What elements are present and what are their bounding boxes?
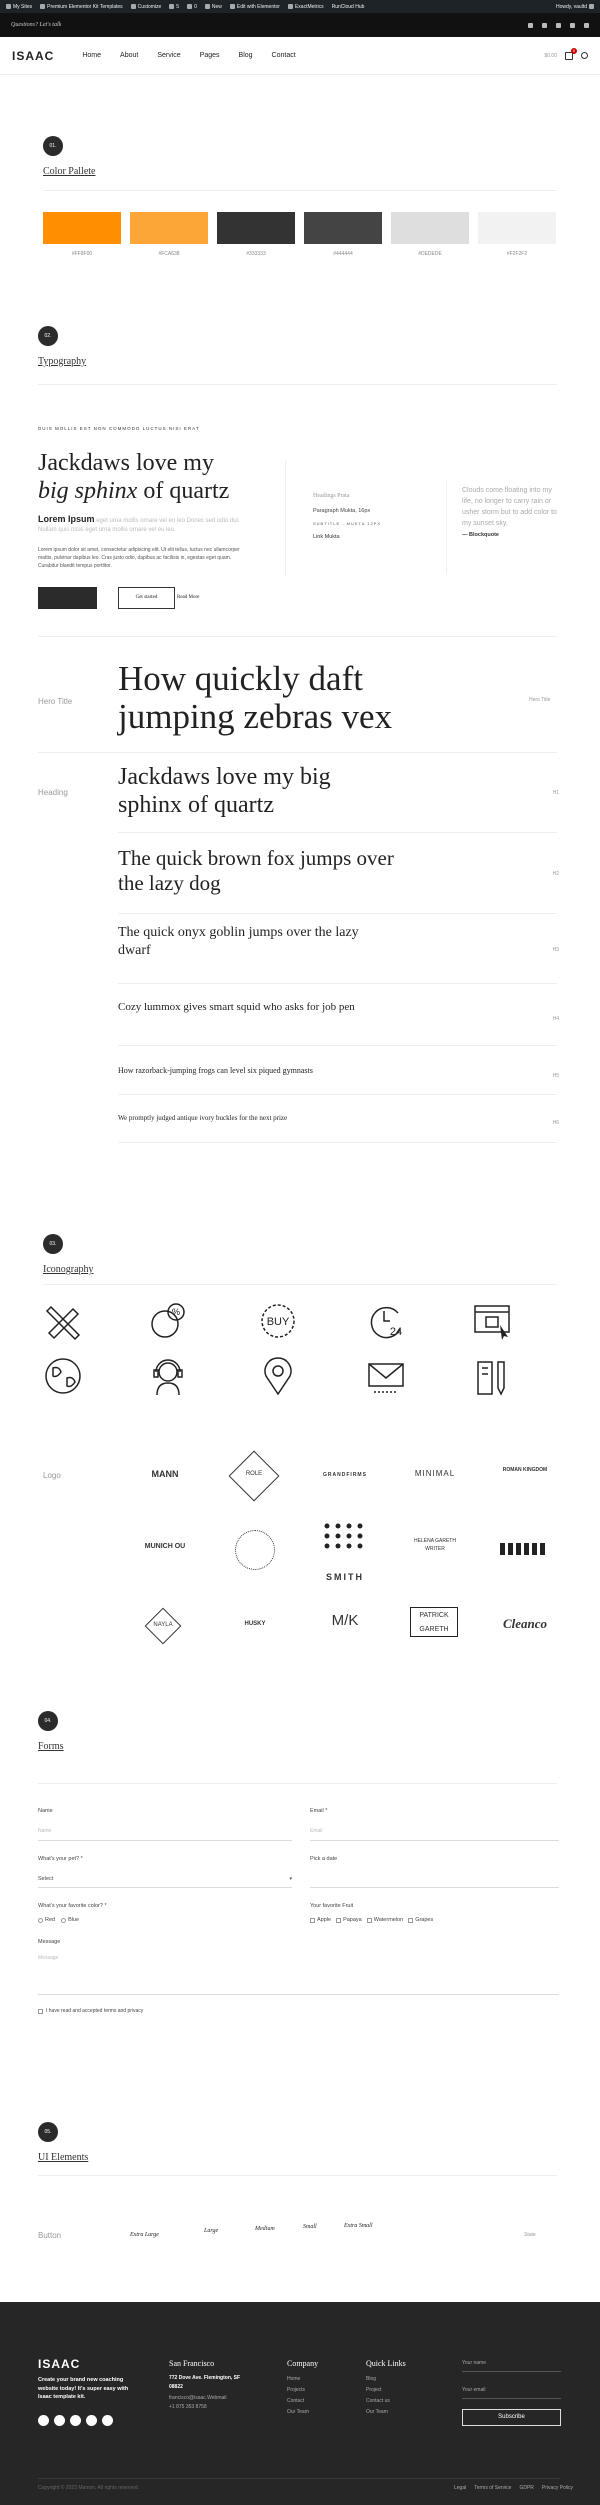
twitter-icon[interactable] [542,23,547,28]
site-logo[interactable]: ISAAC [12,48,55,63]
map-pin-icon [258,1356,298,1396]
section-title-typography: Typography [38,356,87,367]
read-more-link[interactable]: Read More [177,595,200,600]
pet-label: What's your pet? * [38,1856,83,1862]
email-input-underline [310,1840,559,1841]
hero-title: How quickly daft jumping zebras vex [118,659,393,736]
state-label: State [524,2232,536,2238]
color-swatch-label: #DEDEDE [418,251,442,257]
logo-label: Logo [43,1471,61,1480]
section-title-iconography: Iconography [43,1264,94,1275]
footer-email-input[interactable]: Your email [462,2387,486,2393]
footer-quick-links: Blog Project Contact us Our Team [366,2376,390,2415]
svg-text:%: % [171,1307,181,1317]
name-input[interactable]: Name [38,1828,52,1834]
heading-size-tag: H1 [552,790,559,796]
footer-company-links: Home Projects Contact Our Team [287,2376,309,2415]
outline-button[interactable]: Get started [118,587,175,609]
admin-item-mysites[interactable]: My Sites [6,4,32,10]
divider [38,2175,557,2176]
logo-nayla: NAYLA [153,1622,173,1628]
main-nav [82,52,295,59]
youtube-icon[interactable] [556,23,561,28]
logo-cleanco: Cleanco [502,1616,548,1631]
color-swatch [391,212,469,244]
heading-label: Heading [38,788,68,797]
date-input[interactable] [310,1887,559,1888]
mail-icon [366,1356,406,1396]
checkbox-icon [38,2009,43,2014]
footer-company-title: Company [287,2359,319,2368]
body-paragraph: Lorem ipsum dolor sit amet, consectetur adipiscing elit. Ut elit tellus, luctus nec ullamcorper mattis, pulvinar dapibus leo. Cras justo odio, dapibus ac facilisis in, egestas eget quam. Curabitur blandit tempus porttitor. [38,547,240,569]
chevron-down-icon: ▾ [289,1876,292,1882]
nav-blog[interactable]: Blog [238,52,253,59]
name-input-underline [38,1840,292,1841]
color-radio-group [38,1917,79,1923]
lead-paragraph: Lorem Ipsum eget urna mollis ornare vel eu leo Donec sed odio dui. Nullam quis risus eget urna mollis ornare vel eu leo. [38,514,240,533]
hero-title-label: Hero Title [38,697,73,706]
checkbox-watermelon[interactable]: Watermelon [367,1917,403,1923]
heading-size-tag: H5 [552,1073,559,1079]
avatar [589,4,594,9]
heading-size-tag: H6 [552,1120,559,1126]
brush-icon [131,4,136,9]
updates-icon [169,4,174,9]
section-number: 03. [43,1234,63,1254]
heading-size-tag: H2 [552,871,559,877]
subscribe-button[interactable]: Subscribe [462,2409,561,2426]
kit-icon [40,4,45,9]
linkedin-icon[interactable] [102,2415,113,2426]
logo-minimal: MINIMAL [414,1469,456,1478]
section-title-forms: Forms [38,1741,64,1752]
logo-checker [500,1543,546,1555]
browser-gift-icon [472,1301,512,1341]
wordpress-icon [6,4,11,9]
hero-title-tag: Hero Title [529,697,551,703]
social-links [528,23,589,28]
nav-about[interactable]: About [120,52,139,59]
checkbox-icon [367,1918,372,1923]
color-swatch [304,212,382,244]
divider [118,832,557,833]
globe-percent-icon [148,1301,188,1341]
divider [118,913,557,914]
color-swatch-label: #333333 [246,251,266,257]
footer-name-input[interactable]: Your name [462,2360,486,2366]
pet-select[interactable]: Select ▾ [38,1876,292,1882]
logo-smith-dots [323,1522,367,1552]
section-number: 02. [38,326,58,346]
facebook-icon[interactable] [528,23,533,28]
divider [118,983,557,984]
color-swatch [130,212,208,244]
instagram-icon[interactable] [570,23,575,28]
pet-select-underline [38,1887,292,1888]
admin-item-exactmetrics[interactable]: ExactMetrics [288,4,324,10]
color-swatch [478,212,556,244]
instagram-icon[interactable] [86,2415,97,2426]
kicker-text: DUIS MOLLIS EST NON COMMODO LUCTUS NISI ERAT [38,426,200,431]
top-strip [0,13,600,37]
logo-grandfirms: GRANDFIRMS [323,1472,367,1478]
terms-checkbox[interactable]: I have read and accepted terms and privacy [38,2008,143,2014]
button-large[interactable]: Large [204,2228,219,2234]
site-header [0,37,600,75]
color-label: What's your favorite color? * [38,1903,107,1909]
section-title-ui: UI Elements [38,2152,89,2163]
footer-name-underline [462,2371,561,2372]
footer-city: San Francisco [169,2359,215,2368]
facebook-icon[interactable] [38,2415,49,2426]
checkbox-icon [336,1918,341,1923]
logo-husky: HUSKY [244,1621,266,1627]
site-footer [0,2302,600,2505]
heading-h6: We promptly judged antique ivory buckles for the next prize [118,1114,288,1122]
divider [43,190,557,191]
divider [38,636,557,637]
radio-red[interactable]: Red [38,1917,55,1923]
fruit-label: Your favorite Fruit [310,1903,354,1909]
radio-circle-icon [38,1918,43,1923]
user-icon[interactable] [581,52,588,59]
divider [38,752,557,753]
checkbox-grapes[interactable]: Grapes [408,1917,433,1923]
linkedin-icon[interactable] [584,23,589,28]
message-label: Message [38,1939,61,1945]
plus-icon [205,4,210,9]
heading-h2: The quick brown fox jumps over the lazy dog [118,846,394,895]
logo-roman-kingdom: ROMAN KINGDOM [502,1467,548,1473]
chart-icon [288,4,293,9]
section-number: 01. [43,136,63,156]
color-swatch-label: #FF8F00 [71,251,93,257]
youtube-icon[interactable] [70,2415,81,2426]
cart-icon[interactable] [565,47,576,60]
admin-item-elementor[interactable]: Edit with Elementor [230,4,280,10]
email-label: Email * [310,1808,328,1814]
cart-total: $0.00 [544,52,557,59]
date-label: Pick a date [310,1856,338,1862]
admin-item-templates[interactable]: Premium Elementor Kit Templates [40,4,123,10]
color-swatch-label: #FCA638 [158,251,180,257]
admin-item-comments[interactable]: 0 [187,4,197,10]
logo-helena-gareth: HELENA GARETH WRITER [414,1538,456,1552]
footer-tagline: Create your brand new coaching website today! It's super easy with Isaac template kit. [38,2377,129,2401]
pencil-book-icon [472,1356,512,1396]
buy-icon-text: BUY [266,1316,290,1328]
color-swatch-label: #444444 [333,251,353,257]
section-number: 05. [38,2122,58,2142]
legal-links: Legal Terms of Service GDPR Privacy Policy [454,2485,574,2491]
logo-patrick-gareth: PATRICK GARETH [410,1607,458,1637]
button-extra-small[interactable]: Extra Small [344,2223,373,2229]
header-actions [544,47,588,60]
admin-item-runcloud[interactable]: RunCloud Hub [331,3,365,10]
checkbox-papaya[interactable]: Papaya [336,1917,362,1923]
name-label: Name [38,1808,53,1814]
footer-quick-title: Quick Links [366,2359,406,2368]
color-swatch [43,212,121,244]
heading-h3: The quick onyx goblin jumps over the lazy dwarf [118,925,359,958]
fruit-checkbox-group [310,1917,433,1923]
message-textarea[interactable]: Message [38,1955,59,1961]
logo-smith: SMITH [326,1572,364,1582]
footer-social [38,2415,113,2426]
admin-howdy[interactable]: Howdy, vaultd [556,4,594,10]
pencil-ruler-icon [43,1301,83,1341]
heading-size-tag: H3 [552,947,559,953]
logo-munich: MUNICH OU [144,1543,186,1550]
divider [118,1094,557,1095]
logo-circle-badge [235,1530,275,1570]
clock-icon-text: 24 [389,1326,403,1338]
divider [285,460,286,575]
heading-size-tag: H4 [552,1016,559,1022]
nav-pages[interactable]: Pages [199,52,220,59]
admin-item-new[interactable]: New [205,4,222,10]
admin-bar [0,0,600,13]
nav-home[interactable]: Home [82,52,102,59]
section-number: 04. [38,1711,58,1731]
footer-address: 772 Dove Ave. Flemington, SF 08822 [169,2375,241,2390]
footer-email-underline [462,2398,561,2399]
logo-mk: M/K [331,1612,359,1629]
button-medium[interactable]: Medium [255,2226,275,2232]
radio-circle-icon [61,1918,66,1923]
divider [118,1142,557,1143]
divider [43,1284,557,1285]
elementor-icon [230,4,235,9]
color-swatch [217,212,295,244]
message-textarea-underline [38,1994,559,1995]
clock-24-icon [366,1301,406,1341]
email-input[interactable]: Email [310,1828,323,1834]
support-agent-icon [148,1356,188,1396]
primary-button[interactable] [38,587,97,609]
color-swatch-label: #F2F2F2 [506,251,528,257]
font-spec-list: Headings Prata Paragraph Mukta, 16px SUBTITLE - MUKTA 12PX Link Mukta [313,493,382,540]
button-label: Button [38,2231,62,2240]
button-extra-large[interactable]: Extra Large [130,2232,159,2238]
radio-blue[interactable]: Blue [61,1917,79,1923]
buy-badge-icon [258,1301,298,1341]
heading-h5: How razorback-jumping frogs can level six piqued gymnasts [118,1066,313,1075]
section-title-color: Color Pallete [43,166,96,177]
top-strip-text: Questions? Let's talk [11,22,62,28]
cart-count-badge: 0 [572,47,576,53]
nav-service[interactable]: Service [157,52,181,59]
copyright: Copyright © 2023 Mamon. All rights reserved. [38,2485,139,2491]
button-small[interactable]: Small [303,2224,317,2230]
divider [118,1045,557,1046]
globe-icon [43,1356,83,1396]
admin-item-updates[interactable]: 5 [169,4,179,10]
display-heading: Jackdaws love my big sphinx of quartz [38,450,230,504]
footer-logo[interactable]: ISAAC [38,2357,81,2371]
checkbox-apple[interactable]: Apple [310,1917,331,1923]
logo-mann: MANN [151,1469,179,1479]
blockquote: Clouds come floating into my life, no longer to carry rain or usher storm but to add color to my sunset sky. — Blockquote [462,487,557,539]
nav-contact[interactable]: Contact [271,52,296,59]
heading-h1: Jackdaws love my big sphinx of quartz [118,764,331,818]
admin-item-customize[interactable]: Customize [131,4,162,10]
heading-h4: Cozy lummox gives smart squid who asks for job pen [118,1001,355,1013]
divider [38,384,557,385]
footer-divider [38,2478,560,2479]
twitter-icon[interactable] [54,2415,65,2426]
checkbox-icon [408,1918,413,1923]
footer-email[interactable]: francisco@isaac.Webmail [169,2395,227,2401]
checkbox-icon [310,1918,315,1923]
logo-role: ROLE [245,1471,263,1477]
divider [38,1783,557,1784]
comment-icon [187,4,192,9]
footer-phone[interactable]: +1 875 353 8758 [169,2404,207,2410]
divider [446,480,447,575]
